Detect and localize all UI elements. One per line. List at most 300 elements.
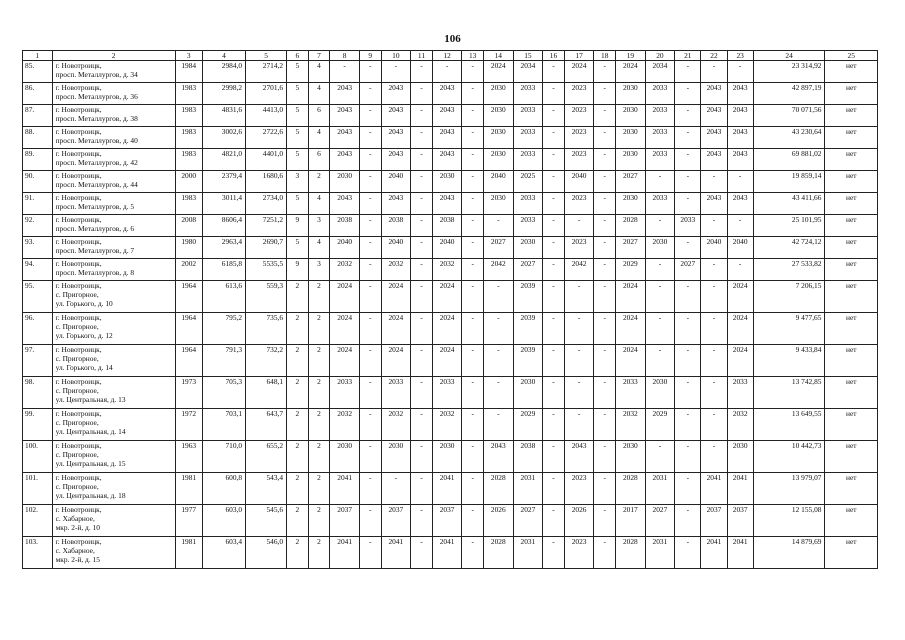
table-cell-col-22: 2043	[701, 149, 727, 171]
address-cell	[52, 313, 175, 345]
table-cell-col-18: -	[594, 313, 616, 345]
address-line: просп. Металлургов, д. 44	[55, 180, 138, 190]
address-line: г. Новотроицк,	[55, 127, 102, 137]
address-cell	[52, 61, 175, 83]
table-cell-col-4: 705,3	[202, 377, 245, 409]
table-cell-col-15: 2029	[513, 409, 543, 441]
table-cell-col-10: 2040	[381, 171, 411, 193]
table-cell-col-11: -	[411, 237, 433, 259]
table-cell-col-3: 1983	[175, 149, 202, 171]
address-line: г. Новотроицк,	[55, 505, 102, 515]
table-cell-col-12: 2024	[432, 345, 462, 377]
table-cell-col-19: 2029	[616, 259, 646, 281]
table-cell-col-18: -	[594, 193, 616, 215]
table-cell-col-10: 2032	[381, 259, 411, 281]
table-cell-col-3: 1973	[175, 377, 202, 409]
table-cell-col-21: -	[675, 441, 701, 473]
column-number: 16	[543, 51, 565, 61]
table-cell-col-9: -	[359, 105, 381, 127]
column-number: 11	[411, 51, 433, 61]
table-cell-col-24: 19 859,14	[753, 171, 825, 193]
table-cell-col-22: 2041	[701, 473, 727, 505]
table-cell-col-18: -	[594, 281, 616, 313]
table-cell-col-25: нет	[825, 441, 878, 473]
table-cell-col-25: нет	[825, 281, 878, 313]
row-number: 85.	[23, 61, 53, 83]
address-line: г. Новотроицк,	[55, 105, 102, 115]
row-number: 98.	[23, 377, 53, 409]
table-cell-col-19: 2030	[616, 105, 646, 127]
table-cell-col-12: 2043	[432, 83, 462, 105]
table-cell-col-9: -	[359, 505, 381, 537]
table-cell-col-21: -	[675, 127, 701, 149]
table-cell-col-10: -	[381, 473, 411, 505]
table-cell-col-24: 9 433,84	[753, 345, 825, 377]
table-cell-col-7: 2	[308, 313, 330, 345]
table-cell-col-16: -	[543, 473, 565, 505]
address-line: г. Новотроицк,	[55, 441, 102, 451]
table-cell-col-22: -	[701, 61, 727, 83]
table-row	[23, 193, 878, 215]
address-line: г. Новотроицк,	[55, 237, 102, 247]
table-cell-col-6: 5	[287, 83, 309, 105]
table-cell-col-24: 23 314,92	[753, 61, 825, 83]
row-number: 87.	[23, 105, 53, 127]
table-cell-col-23: 2037	[727, 505, 753, 537]
table-cell-col-12: 2040	[432, 237, 462, 259]
table-cell-col-14: -	[484, 377, 514, 409]
table-cell-col-13: -	[462, 127, 484, 149]
table-cell-col-20: -	[645, 171, 675, 193]
table-row	[23, 345, 878, 377]
table-cell-col-8: 2037	[330, 505, 360, 537]
table-row	[23, 61, 878, 83]
table-cell-col-15: 2039	[513, 313, 543, 345]
table-cell-col-17: 2040	[564, 171, 594, 193]
table-cell-col-15: 2033	[513, 83, 543, 105]
table-cell-col-20: -	[645, 281, 675, 313]
table-cell-col-7: 2	[308, 281, 330, 313]
table-cell-col-4: 613,6	[202, 281, 245, 313]
table-cell-col-24: 43 411,66	[753, 193, 825, 215]
table-cell-col-17: 2023	[564, 193, 594, 215]
table-cell-col-21: 2027	[675, 259, 701, 281]
row-number: 101.	[23, 473, 53, 505]
column-number: 23	[727, 51, 753, 61]
table-cell-col-6: 5	[287, 149, 309, 171]
table-row	[23, 313, 878, 345]
table-cell-col-10: 2024	[381, 345, 411, 377]
table-cell-col-14: 2042	[484, 259, 514, 281]
table-cell-col-6: 5	[287, 105, 309, 127]
table-cell-col-16: -	[543, 61, 565, 83]
table-cell-col-12: 2030	[432, 441, 462, 473]
table-cell-col-23: 2043	[727, 105, 753, 127]
table-cell-col-21: -	[675, 149, 701, 171]
table-cell-col-11: -	[411, 505, 433, 537]
table-cell-col-3: 1963	[175, 441, 202, 473]
column-number: 17	[564, 51, 594, 61]
table-cell-col-5: 655,2	[246, 441, 287, 473]
column-number: 13	[462, 51, 484, 61]
table-cell-col-22: -	[701, 377, 727, 409]
table-cell-col-20: 2033	[645, 83, 675, 105]
table-cell-col-10: 2040	[381, 237, 411, 259]
table-cell-col-20: -	[645, 313, 675, 345]
table-cell-col-16: -	[543, 193, 565, 215]
table-cell-col-10: 2043	[381, 127, 411, 149]
table-cell-col-13: -	[462, 505, 484, 537]
table-cell-col-24: 10 442,73	[753, 441, 825, 473]
table-cell-col-14: -	[484, 409, 514, 441]
table-cell-col-3: 1964	[175, 281, 202, 313]
table-cell-col-19: 2033	[616, 377, 646, 409]
table-cell-col-9: -	[359, 127, 381, 149]
table-cell-col-6: 5	[287, 237, 309, 259]
address-line: г. Новотроицк,	[55, 345, 102, 355]
address-cell	[52, 127, 175, 149]
table-cell-col-16: -	[543, 505, 565, 537]
table-cell-col-9: -	[359, 83, 381, 105]
table-cell-col-24: 14 879,69	[753, 537, 825, 569]
table-cell-col-24: 43 230,64	[753, 127, 825, 149]
table-cell-col-13: -	[462, 345, 484, 377]
table-cell-col-14: 2030	[484, 105, 514, 127]
address-line: мкр. 2-й, д. 15	[55, 555, 100, 565]
table-cell-col-9: -	[359, 61, 381, 83]
address-line: ул. Горького, д. 10	[55, 299, 113, 309]
table-cell-col-8: 2030	[330, 171, 360, 193]
address-line: с. Хабарное,	[55, 514, 95, 524]
address-line: с. Пригорное,	[55, 418, 99, 428]
table-row	[23, 171, 878, 193]
table-cell-col-6: 2	[287, 505, 309, 537]
table-cell-col-3: 1980	[175, 237, 202, 259]
table-cell-col-25: нет	[825, 127, 878, 149]
table-cell-col-18: -	[594, 259, 616, 281]
table-row	[23, 127, 878, 149]
table-cell-col-19: 2032	[616, 409, 646, 441]
table-cell-col-13: -	[462, 281, 484, 313]
table-cell-col-19: 2028	[616, 473, 646, 505]
row-number: 95.	[23, 281, 53, 313]
table-cell-col-17: 2023	[564, 127, 594, 149]
table-cell-col-12: 2041	[432, 473, 462, 505]
table-cell-col-21: -	[675, 409, 701, 441]
address-cell	[52, 345, 175, 377]
table-cell-col-10: -	[381, 61, 411, 83]
address-cell	[52, 473, 175, 505]
table-cell-col-4: 4821,0	[202, 149, 245, 171]
table-cell-col-3: 2008	[175, 215, 202, 237]
table-cell-col-19: 2024	[616, 345, 646, 377]
table-cell-col-10: 2024	[381, 281, 411, 313]
table-cell-col-15: 2030	[513, 237, 543, 259]
table-cell-col-4: 2963,4	[202, 237, 245, 259]
table-cell-col-6: 2	[287, 537, 309, 569]
table-cell-col-3: 2002	[175, 259, 202, 281]
table-cell-col-3: 1981	[175, 537, 202, 569]
table-cell-col-15: 2033	[513, 105, 543, 127]
table-cell-col-14: 2030	[484, 127, 514, 149]
table-cell-col-9: -	[359, 215, 381, 237]
table-cell-col-14: -	[484, 313, 514, 345]
table-cell-col-11: -	[411, 83, 433, 105]
address-cell	[52, 441, 175, 473]
table-cell-col-18: -	[594, 409, 616, 441]
table-cell-col-14: 2026	[484, 505, 514, 537]
table-cell-col-19: 2017	[616, 505, 646, 537]
row-number: 94.	[23, 259, 53, 281]
table-cell-col-24: 25 101,95	[753, 215, 825, 237]
table-cell-col-21: -	[675, 281, 701, 313]
table-cell-col-12: 2038	[432, 215, 462, 237]
row-number: 97.	[23, 345, 53, 377]
table-cell-col-15: 2033	[513, 127, 543, 149]
table-cell-col-11: -	[411, 281, 433, 313]
table-cell-col-7: 2	[308, 345, 330, 377]
table-cell-col-4: 8606,4	[202, 215, 245, 237]
table-row	[23, 505, 878, 537]
address-line: с. Пригорное,	[55, 354, 99, 364]
table-cell-col-24: 9 477,65	[753, 313, 825, 345]
table-row	[23, 83, 878, 105]
table-row	[23, 215, 878, 237]
column-number: 4	[202, 51, 245, 61]
table-cell-col-16: -	[543, 127, 565, 149]
table-cell-col-23: 2040	[727, 237, 753, 259]
table-cell-col-5: 2714,2	[246, 61, 287, 83]
table-row	[23, 105, 878, 127]
table-cell-col-5: 732,2	[246, 345, 287, 377]
table-cell-col-18: -	[594, 171, 616, 193]
table-cell-col-5: 2722,6	[246, 127, 287, 149]
table-cell-col-24: 13 649,55	[753, 409, 825, 441]
table-cell-col-25: нет	[825, 537, 878, 569]
table-cell-col-23: 2024	[727, 313, 753, 345]
row-number: 89.	[23, 149, 53, 171]
column-number: 1	[23, 51, 53, 61]
table-cell-col-24: 42 897,19	[753, 83, 825, 105]
table-cell-col-9: -	[359, 237, 381, 259]
table-cell-col-10: 2043	[381, 83, 411, 105]
table-cell-col-13: -	[462, 237, 484, 259]
address-line: просп. Металлургов, д. 7	[55, 246, 135, 256]
table-cell-col-10: 2033	[381, 377, 411, 409]
table-cell-col-13: -	[462, 193, 484, 215]
table-cell-col-7: 4	[308, 83, 330, 105]
table-cell-col-15: 2027	[513, 259, 543, 281]
table-cell-col-8: 2043	[330, 193, 360, 215]
table-cell-col-3: 1983	[175, 83, 202, 105]
table-cell-col-7: 4	[308, 237, 330, 259]
table-cell-col-17: 2023	[564, 473, 594, 505]
table-cell-col-16: -	[543, 237, 565, 259]
table-cell-col-15: 2034	[513, 61, 543, 83]
table-cell-col-17: -	[564, 345, 594, 377]
table-cell-col-3: 1964	[175, 345, 202, 377]
table-cell-col-13: -	[462, 149, 484, 171]
table-cell-col-14: 2028	[484, 473, 514, 505]
table-cell-col-14: -	[484, 281, 514, 313]
table-cell-col-8: 2032	[330, 409, 360, 441]
address-cell	[52, 237, 175, 259]
table-cell-col-3: 1983	[175, 193, 202, 215]
table-cell-col-7: 6	[308, 149, 330, 171]
address-line: ул. Центральная, д. 18	[55, 491, 126, 501]
table-row	[23, 377, 878, 409]
table-row	[23, 237, 878, 259]
column-number: 12	[432, 51, 462, 61]
table-cell-col-11: -	[411, 149, 433, 171]
table-cell-col-4: 2984,0	[202, 61, 245, 83]
column-number: 5	[246, 51, 287, 61]
table-cell-col-21: -	[675, 313, 701, 345]
table-cell-col-21: -	[675, 105, 701, 127]
table-cell-col-16: -	[543, 313, 565, 345]
column-number: 6	[287, 51, 309, 61]
table-cell-col-10: 2032	[381, 409, 411, 441]
table-cell-col-16: -	[543, 281, 565, 313]
table-cell-col-6: 2	[287, 473, 309, 505]
table-cell-col-25: нет	[825, 105, 878, 127]
table-cell-col-19: 2030	[616, 83, 646, 105]
table-cell-col-7: 2	[308, 505, 330, 537]
address-cell	[52, 409, 175, 441]
table-cell-col-14: 2027	[484, 237, 514, 259]
table-cell-col-16: -	[543, 149, 565, 171]
table-cell-col-7: 3	[308, 259, 330, 281]
table-cell-col-17: -	[564, 409, 594, 441]
table-cell-col-14: 2030	[484, 149, 514, 171]
address-cell	[52, 377, 175, 409]
address-cell	[52, 259, 175, 281]
table-cell-col-24: 27 533,82	[753, 259, 825, 281]
table-cell-col-21: -	[675, 61, 701, 83]
table-row	[23, 409, 878, 441]
table-cell-col-13: -	[462, 313, 484, 345]
table-cell-col-25: нет	[825, 377, 878, 409]
table-cell-col-15: 2033	[513, 149, 543, 171]
table-cell-col-25: нет	[825, 505, 878, 537]
table-cell-col-4: 603,0	[202, 505, 245, 537]
table-cell-col-21: -	[675, 473, 701, 505]
table-cell-col-19: 2024	[616, 61, 646, 83]
table-cell-col-15: 2039	[513, 281, 543, 313]
table-cell-col-23: -	[727, 61, 753, 83]
table-cell-col-17: 2026	[564, 505, 594, 537]
table-cell-col-9: -	[359, 377, 381, 409]
table-cell-col-14: 2030	[484, 193, 514, 215]
address-line: просп. Металлургов, д. 8	[55, 268, 135, 278]
table-cell-col-9: -	[359, 171, 381, 193]
table-cell-col-18: -	[594, 215, 616, 237]
table-cell-col-14: -	[484, 215, 514, 237]
address-cell	[52, 149, 175, 171]
table-cell-col-17: -	[564, 377, 594, 409]
table-cell-col-11: -	[411, 377, 433, 409]
table-cell-col-10: 2037	[381, 505, 411, 537]
table-cell-col-7: 4	[308, 127, 330, 149]
table-cell-col-5: 559,3	[246, 281, 287, 313]
table-cell-col-20: 2031	[645, 473, 675, 505]
table-cell-col-15: 2031	[513, 537, 543, 569]
table-cell-col-11: -	[411, 441, 433, 473]
table-cell-col-8: 2033	[330, 377, 360, 409]
table-cell-col-22: 2037	[701, 505, 727, 537]
table-cell-col-7: 2	[308, 171, 330, 193]
address-cell	[52, 105, 175, 127]
address-line: г. Новотроицк,	[55, 193, 102, 203]
table-cell-col-22: 2041	[701, 537, 727, 569]
table-cell-col-18: -	[594, 441, 616, 473]
table-cell-col-10: 2043	[381, 193, 411, 215]
table-cell-col-8: 2038	[330, 215, 360, 237]
table-row	[23, 149, 878, 171]
table-cell-col-22: -	[701, 345, 727, 377]
housing-register-table	[22, 50, 878, 569]
column-number: 8	[330, 51, 360, 61]
address-line: ул. Центральная, д. 13	[55, 395, 126, 405]
table-cell-col-7: 2	[308, 537, 330, 569]
address-line: просп. Металлургов, д. 40	[55, 136, 138, 146]
column-number: 7	[308, 51, 330, 61]
table-cell-col-18: -	[594, 105, 616, 127]
table-cell-col-12: 2024	[432, 313, 462, 345]
address-line: ул. Центральная, д. 14	[55, 427, 126, 437]
table-cell-col-16: -	[543, 409, 565, 441]
table-cell-col-20: 2034	[645, 61, 675, 83]
table-cell-col-12: 2043	[432, 149, 462, 171]
table-cell-col-13: -	[462, 61, 484, 83]
table-cell-col-14: 2040	[484, 171, 514, 193]
table-cell-col-7: 2	[308, 409, 330, 441]
table-cell-col-5: 2690,7	[246, 237, 287, 259]
table-cell-col-20: 2033	[645, 127, 675, 149]
table-cell-col-4: 791,3	[202, 345, 245, 377]
table-cell-col-18: -	[594, 377, 616, 409]
table-cell-col-9: -	[359, 281, 381, 313]
address-line: просп. Металлургов, д. 38	[55, 114, 138, 124]
table-cell-col-18: -	[594, 237, 616, 259]
table-cell-col-19: 2030	[616, 149, 646, 171]
table-cell-col-5: 735,6	[246, 313, 287, 345]
table-cell-col-4: 703,1	[202, 409, 245, 441]
table-cell-col-25: нет	[825, 83, 878, 105]
row-number: 93.	[23, 237, 53, 259]
table-cell-col-16: -	[543, 105, 565, 127]
table-cell-col-17: 2023	[564, 237, 594, 259]
table-cell-col-12: 2030	[432, 171, 462, 193]
table-cell-col-8: 2041	[330, 537, 360, 569]
table-cell-col-13: -	[462, 171, 484, 193]
column-number: 22	[701, 51, 727, 61]
table-cell-col-4: 603,4	[202, 537, 245, 569]
table-cell-col-12: 2043	[432, 127, 462, 149]
table-cell-col-24: 12 155,08	[753, 505, 825, 537]
row-number: 100.	[23, 441, 53, 473]
table-cell-col-25: нет	[825, 215, 878, 237]
address-line: с. Пригорное,	[55, 482, 99, 492]
address-line: г. Новотроицк,	[55, 259, 102, 269]
address-cell	[52, 171, 175, 193]
table-cell-col-14: 2028	[484, 537, 514, 569]
table-cell-col-5: 545,6	[246, 505, 287, 537]
table-cell-col-15: 2027	[513, 505, 543, 537]
column-number: 18	[594, 51, 616, 61]
table-cell-col-21: -	[675, 505, 701, 537]
table-row	[23, 473, 878, 505]
